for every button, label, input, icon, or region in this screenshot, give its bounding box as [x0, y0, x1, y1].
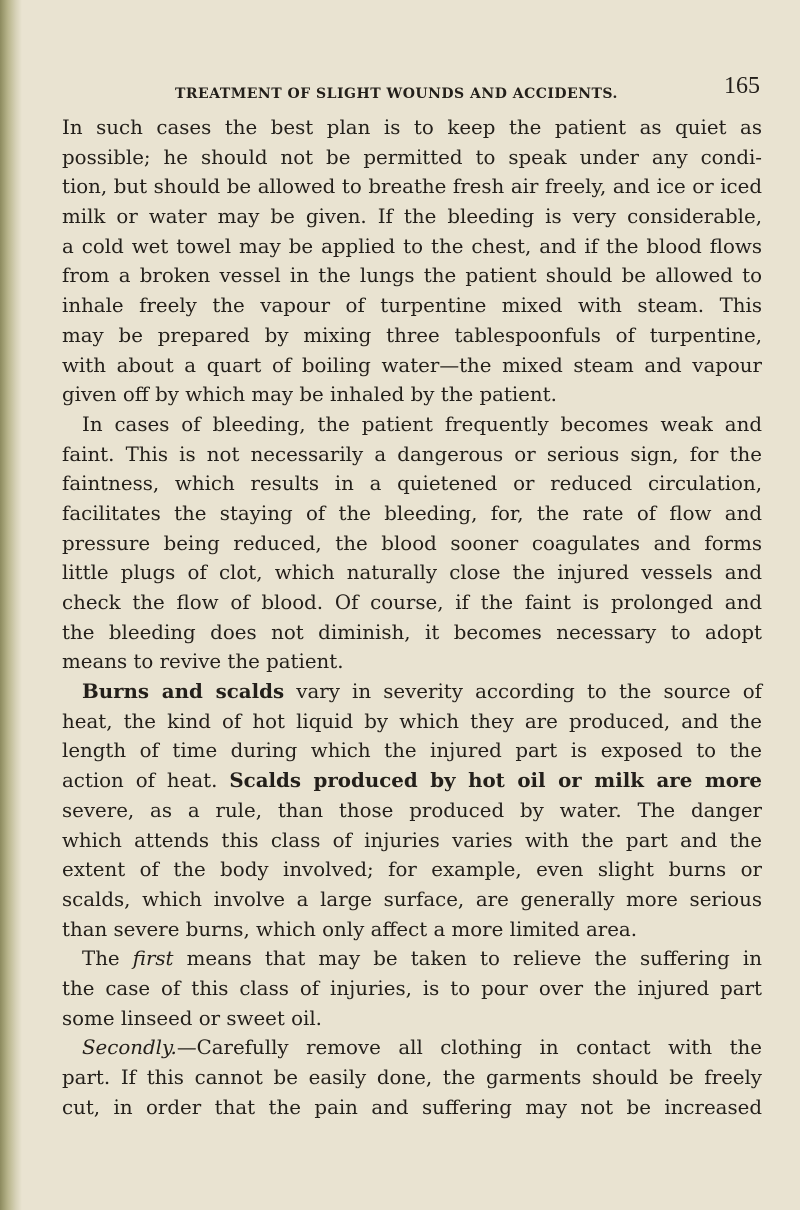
- text-line: little plugs of clot, which naturally close the injured vessels and: [62, 561, 762, 585]
- text-line: which attends this class of injuries varies with the part and the: [62, 828, 762, 852]
- text-line: the bleeding does not diminish, it becomes necessary to adopt: [62, 620, 762, 644]
- text-line: Burns and scalds vary in severity according to the source of: [82, 679, 762, 704]
- italic-word: Secondly.: [82, 1036, 177, 1060]
- text-line: heat, the kind of hot liquid by which they are produced, and the: [62, 709, 762, 733]
- text-line: possible; he should not be permitted to speak under any condi-: [62, 145, 762, 169]
- text-line: action of heat. Scalds produced by hot oil or milk are more: [62, 768, 762, 793]
- text-line: Secondly.—Carefully remove all clothing in contact with the: [82, 1036, 762, 1060]
- text-line: In cases of bleeding, the patient frequently becomes weak and: [82, 412, 762, 436]
- page-header: [175, 74, 760, 110]
- bold-heading: Burns and scalds: [82, 679, 285, 704]
- text-line: inhale freely the vapour of turpentine mixed with steam. This: [62, 294, 762, 318]
- binding-edge: [0, 0, 22, 1210]
- text-line: faint. This is not necessarily a dangerous or serious sign, for the: [62, 442, 762, 466]
- text-line: severe, as a rule, than those produced by water. The danger: [62, 798, 762, 822]
- bold-heading: Scalds produced by hot oil or milk are more: [229, 768, 762, 793]
- text-line: given off by which may be inhaled by the patient.: [62, 383, 557, 407]
- text-line: part. If this cannot be easily done, the garments should be freely: [62, 1066, 762, 1089]
- text-line: may be prepared by mixing three tablespoonfuls of turpentine,: [62, 323, 762, 347]
- text-line: The first means that may be taken to relieve the suffering in: [82, 947, 762, 971]
- text-line: length of time during which the injured part is exposed to the: [62, 739, 762, 763]
- text-line: with about a quart of boiling water—the mixed steam and vapour: [62, 353, 762, 377]
- text-line: from a broken vessel in the lungs the patient should be allowed to: [62, 264, 762, 288]
- text-line: than severe burns, which only affect a more limited area.: [62, 917, 638, 941]
- text-line: In such cases the best plan is to keep the patient as quiet as: [62, 116, 762, 139]
- text-line: the case of this class of injuries, is to pour over the injured part: [62, 976, 762, 1000]
- text-line: extent of the body involved; for example, even slight burns or: [62, 858, 762, 882]
- text-line: pressure being reduced, the blood sooner coagulates and forms: [62, 531, 762, 555]
- text-line: cut, in order that the pain and suffering may not be increased: [62, 1095, 762, 1119]
- body-text: [62, 113, 762, 1122]
- page-number: 165: [724, 73, 760, 99]
- italic-word: first: [132, 947, 174, 971]
- text-line: facilitates the staying of the bleeding, for, the rate of flow and: [62, 501, 762, 525]
- text-line: faintness, which results in a quietened or reduced circulation,: [62, 472, 762, 496]
- running-head: TREATMENT OF SLIGHT WOUNDS AND ACCIDENTS.: [175, 86, 618, 102]
- text-line: a cold wet towel may be applied to the chest, and if the blood flows: [62, 234, 762, 258]
- text-line: tion, but should be allowed to breathe fresh air freely, and ice or iced: [62, 175, 762, 199]
- text-line: milk or water may be given. If the bleeding is very considerable,: [62, 205, 762, 229]
- text-line: scalds, which involve a large surface, are generally more serious: [62, 887, 762, 911]
- text-line: some linseed or sweet oil.: [62, 1006, 322, 1030]
- text-line: means to revive the patient.: [62, 650, 344, 674]
- text-line: check the flow of blood. Of course, if the faint is prolonged and: [62, 591, 762, 614]
